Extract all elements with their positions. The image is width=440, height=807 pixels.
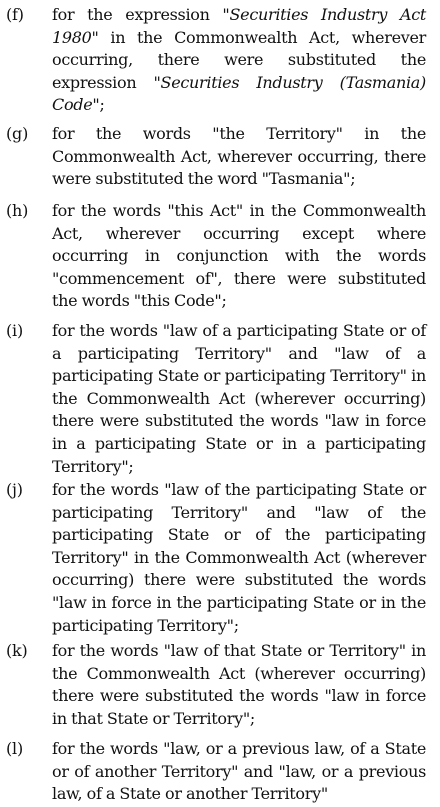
clause-text bbox=[52, 640, 426, 730]
text-run: "; bbox=[92, 95, 105, 115]
clause-letter: (g) bbox=[6, 124, 29, 143]
clause-text bbox=[52, 123, 426, 191]
clause-letter: (k) bbox=[6, 641, 28, 660]
text-run: for the words "this Act" in the Commonwealth Act, wherever occurring except where occurring in conjunction with the words "commencement of", there were substituted the words "this Code"; bbox=[52, 201, 426, 311]
text-run: for the expression " bbox=[52, 5, 230, 24]
text-run: " in the Commonwealth Act, wherever occurring, there were substituted the expression " bbox=[52, 27, 426, 92]
clause-letter: (l) bbox=[6, 739, 24, 758]
clause-letter: (i) bbox=[6, 321, 24, 340]
text-run: for the words "law of that State or Territory" in the Commonwealth Act (wherever occurring) there were substituted the words "law in force in that State or Territory"; bbox=[52, 641, 426, 728]
clause-text bbox=[52, 320, 426, 478]
text-run: for the words "law of a participating State or of a participating Territory" and "law of a participating State or participating Territory" in the Commonwealth Act (wherever occurring) there were substituted the words "law in force in a participating State or in a participating Territory"; bbox=[52, 321, 426, 476]
clause-text bbox=[52, 200, 426, 313]
clause-letter: (h) bbox=[6, 201, 29, 220]
clause-text bbox=[52, 4, 426, 117]
clause-letter: (f) bbox=[6, 5, 24, 24]
text-run: for the words "the Territory" in the Commonwealth Act, wherever occurring, there were substituted the word "Tasmania"; bbox=[52, 124, 426, 189]
text-run: for the words "law of the participating State or participating Territory" and "law of the participating State or of the participating Territory" in the Commonwealth Act (wherever occurring) there were substituted the words "law in force in the participating State or in the participating Territory"; bbox=[52, 480, 426, 635]
italic-run: Securities Industry Act 1980 bbox=[52, 5, 426, 47]
clause-text bbox=[52, 738, 426, 806]
text-run: for the words "law, or a previous law, of a State or of another Territory" and "law, or a previous law, of a State or another Territory" bbox=[52, 739, 426, 804]
clause-text bbox=[52, 479, 426, 637]
italic-run: Securities Industry (Tasmania) Code bbox=[52, 72, 426, 115]
clause-letter: (j) bbox=[6, 480, 23, 499]
